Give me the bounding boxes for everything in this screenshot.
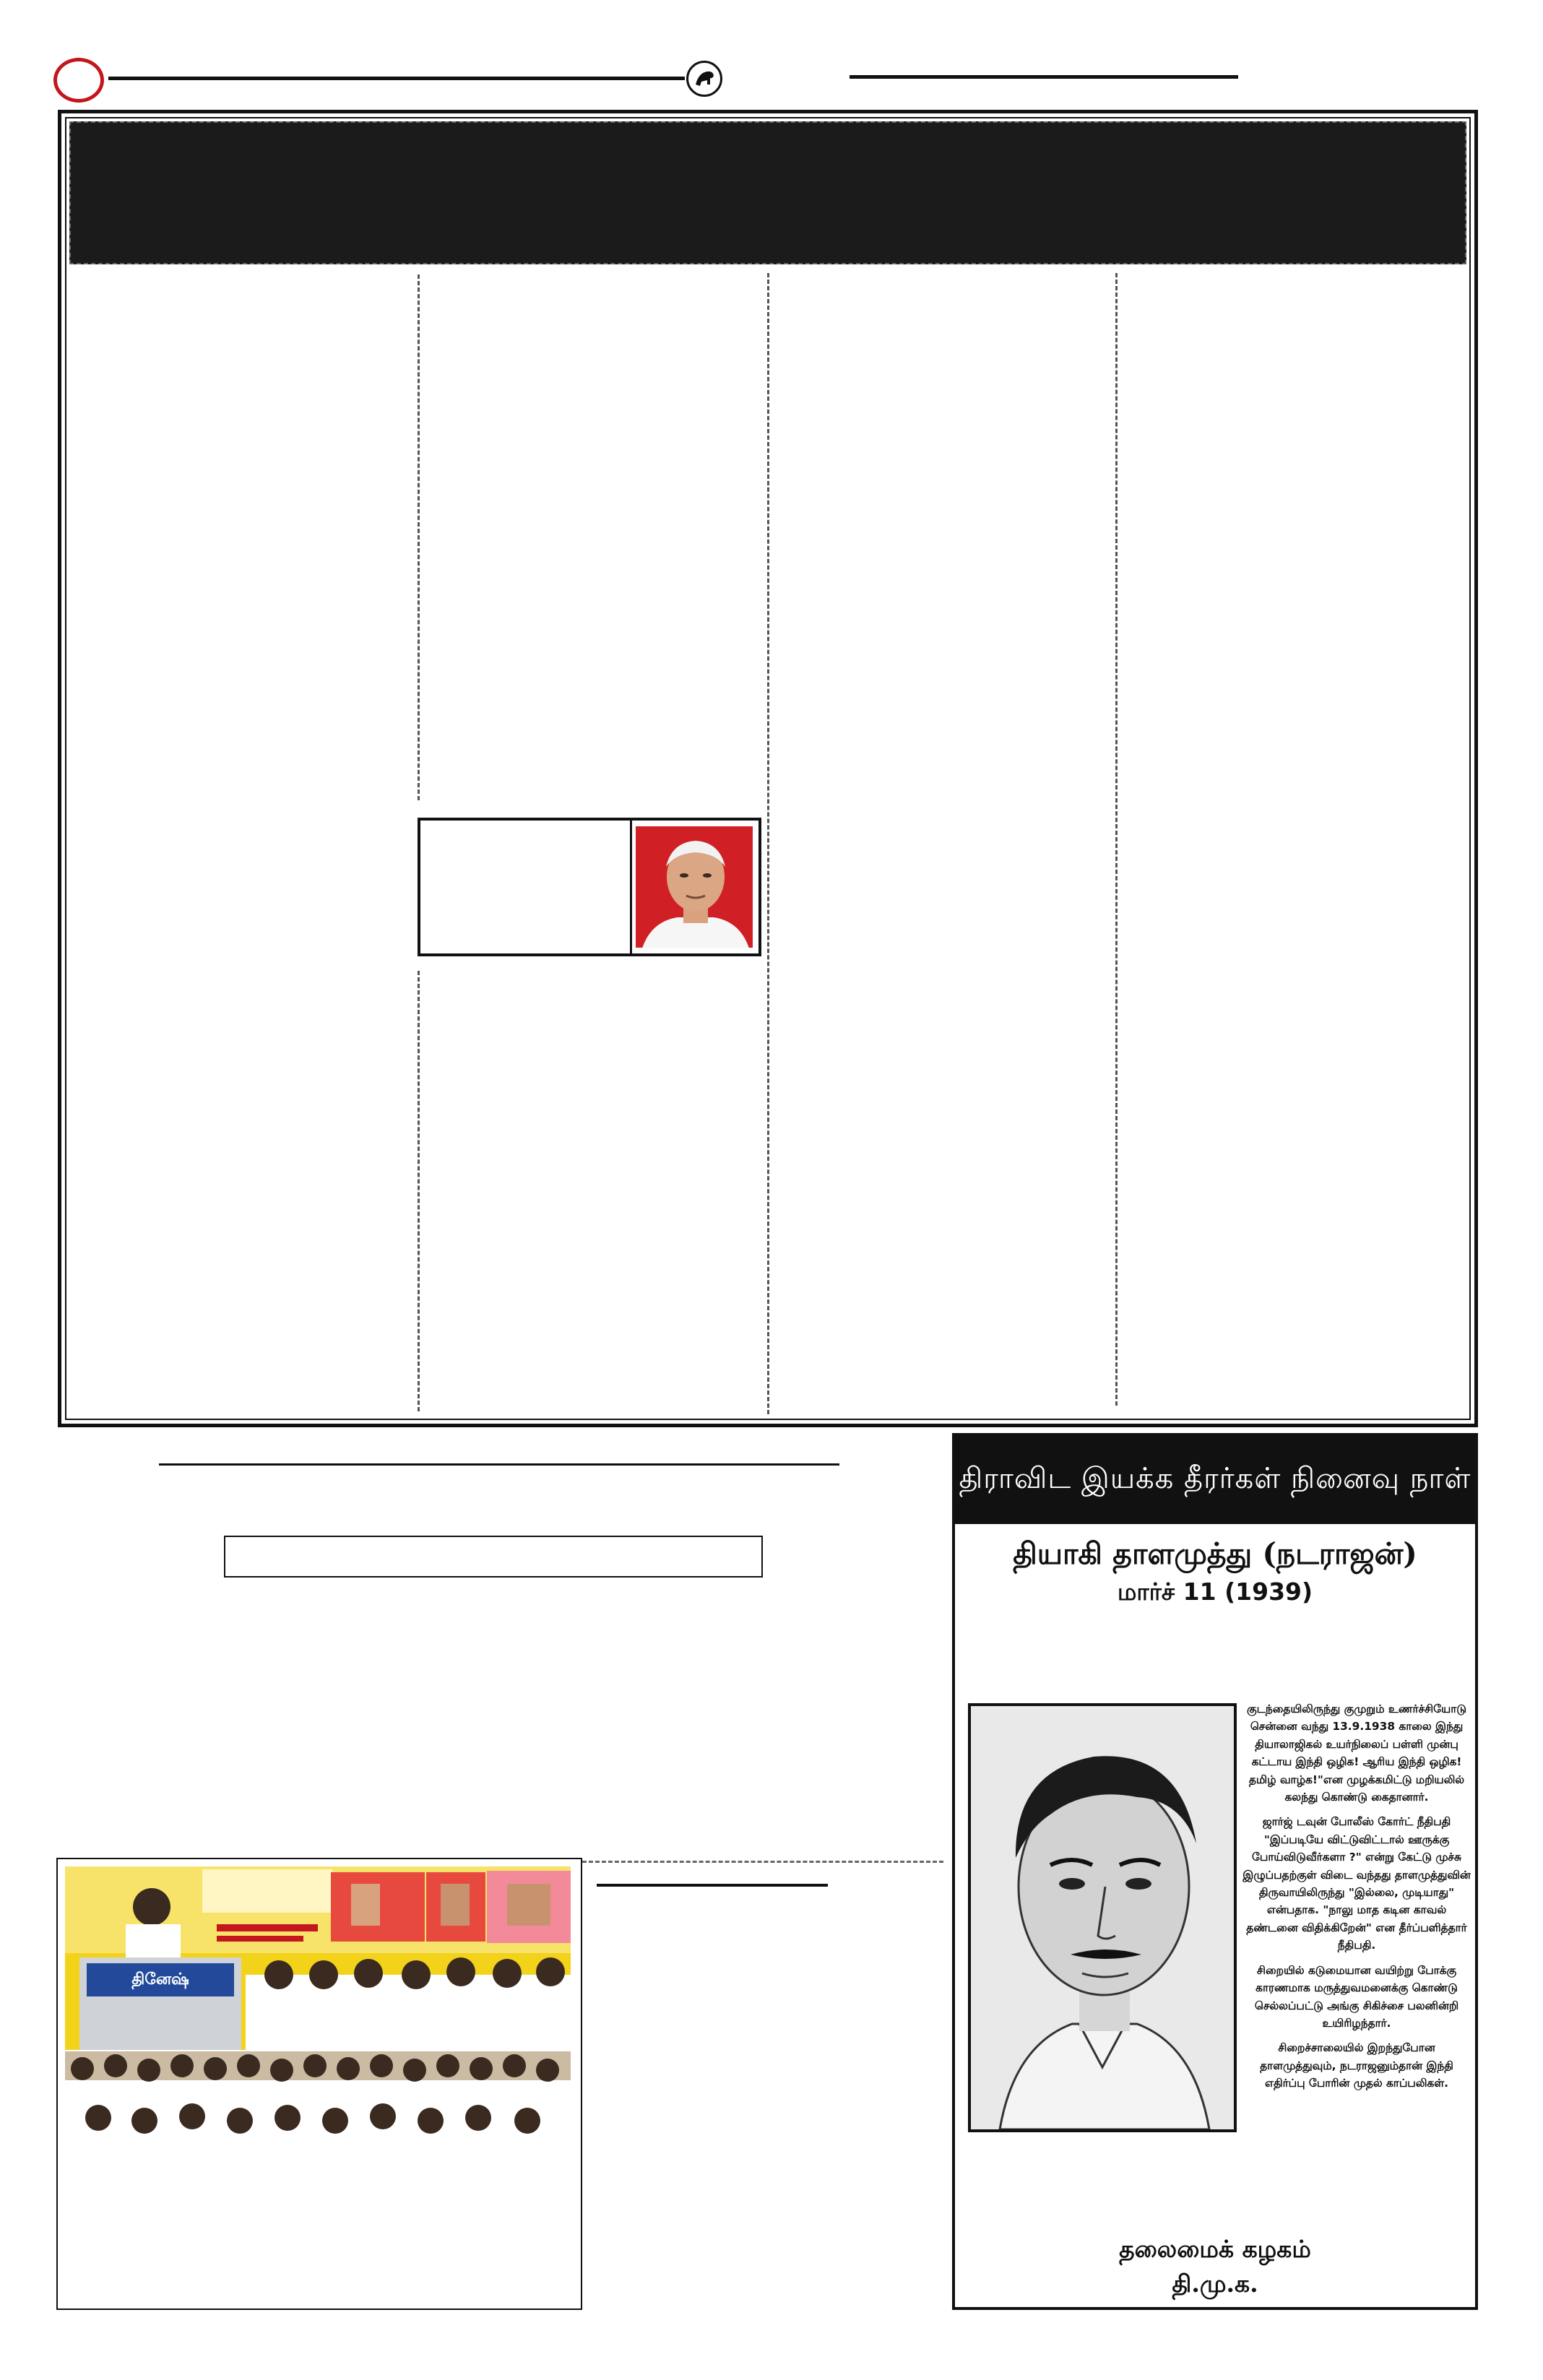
section-rule: [159, 1463, 839, 1466]
bio-paragraph: குடந்தையிலிருந்து குமுறும் உணர்ச்சியோடு சென்னை வந்து 13.9.1938 காலை இந்து தியாலாஜிகல் உயர்நிலைப் பள்ளி முன்பு கட்டாய இந்தி ஒழிக! ஆரிய இந்தி ஒழிக! தமிழ் வாழ்க!"என முழக்கமிட்டு மறியலில் கலந்து கொண்டு கைதானார்.: [1247, 1702, 1466, 1804]
subheading-box: [224, 1536, 763, 1578]
bio-paragraph: சிறைச்சாலையில் இறந்துபோன தாளமுத்துவும், நடராஜனும்தான் இந்தி எதிர்ப்பு போரின் முதல் காப்பலிகள்.: [1260, 2041, 1453, 2090]
notice-issuer: [961, 2232, 1469, 2301]
issuer-line: தி.மு.க.: [1172, 2269, 1258, 2298]
event-photo-stage: [65, 1866, 571, 2050]
masthead-logo-icon: [686, 61, 722, 97]
podium-label: தினேஷ்: [131, 1969, 189, 1989]
author-portrait: [634, 825, 754, 949]
notice-honoree-name: தியாகி தாளமுத்து (நடராஜன்): [1013, 1536, 1417, 1571]
honoree-biography: [1241, 1700, 1472, 2100]
section-divider: [582, 1861, 943, 1863]
event-photo-audience: [65, 2051, 571, 2178]
bio-paragraph: சிறையில் கடுமையான வயிற்று போக்கு காரணமாக மருத்துவமனைக்கு கொண்டு செல்லப்பட்டு அங்கு சிகிச்சை பலனின்றி உயிரிழந்தார்.: [1254, 1963, 1459, 2030]
notice-date: மார்ச் 11 (1939): [1117, 1578, 1313, 1606]
header-rule-right: [850, 75, 1238, 79]
page-marker-circle: [53, 58, 104, 103]
bio-paragraph: ஜார்ஜ் டவுன் போலீஸ் கோர்ட் நீதிபதி "இப்படியே விட்டுவிட்டால் ஊருக்கு போய்விடுவீர்களா ?" என்று கேட்டு முச்சு இழுப்பதற்குள் விடை வந்தது தாளமுத்துவின் திருவாயிலிருந்து "இல்லை, முடியாது" என்பதாக. "நாலு மாத கடின காவல் தண்டனை விதிக்கிறேன்" என தீர்ப்பளித்தார் நீதிபதி.: [1242, 1815, 1471, 1952]
honoree-sketch-portrait: [968, 1703, 1237, 2132]
column-divider: [418, 971, 420, 1411]
header-rule-left: [108, 77, 685, 80]
notice-heading: திராவிட இயக்க தீரர்கள் நினைவு நாள்: [955, 1436, 1475, 1524]
column-divider: [1115, 273, 1118, 1406]
issuer-line: தலைமைக் கழகம்: [1119, 2235, 1311, 2263]
column-divider: [767, 273, 769, 1414]
column-divider: [418, 274, 420, 800]
caption-rule: [597, 1884, 828, 1887]
article-headline-banner: [69, 121, 1466, 264]
